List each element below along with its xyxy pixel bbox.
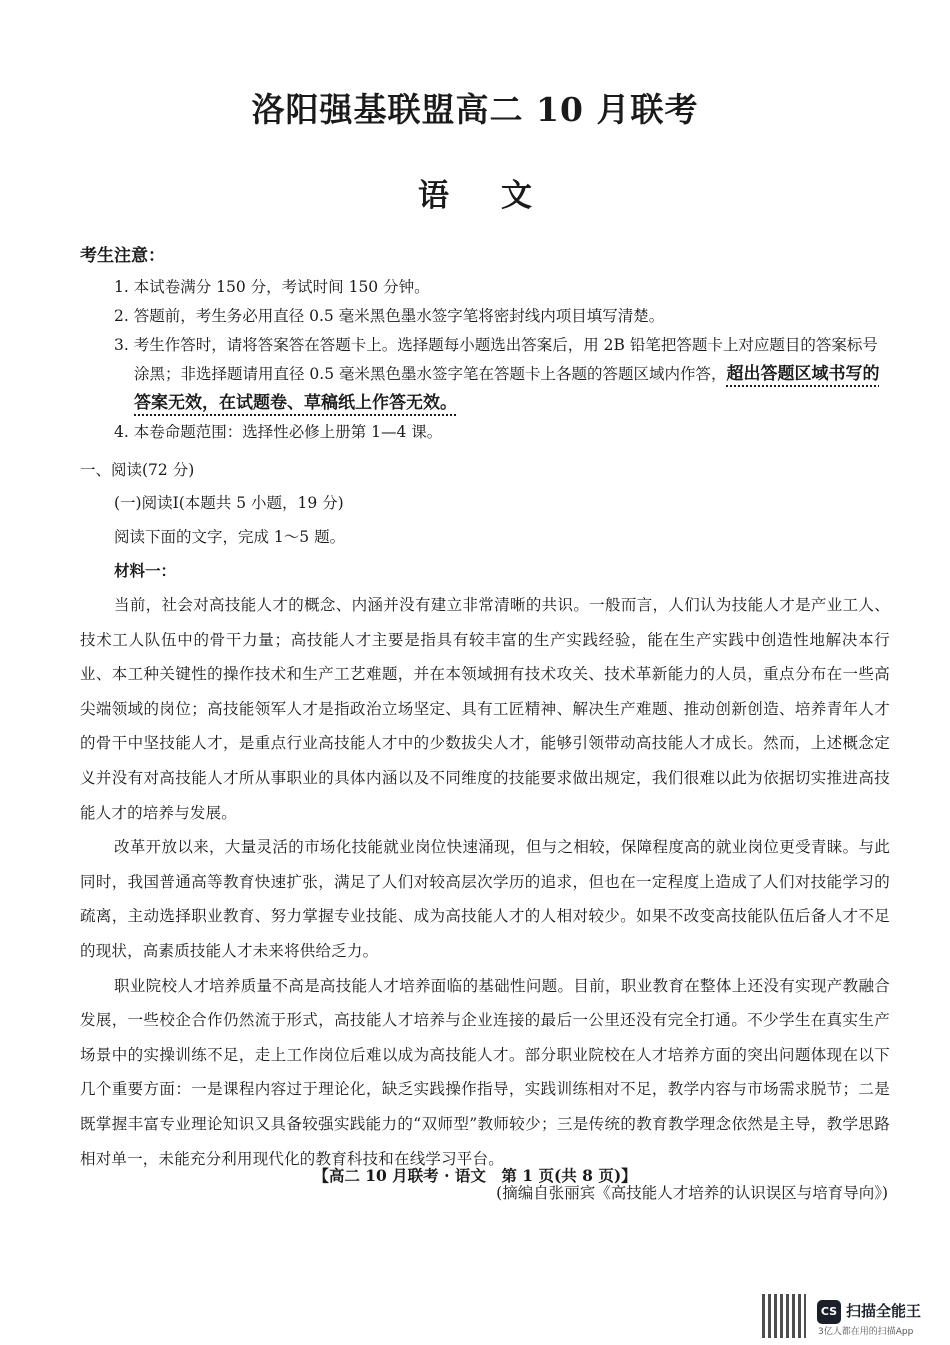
notice-item-3 bbox=[80, 331, 890, 418]
scanner-watermark bbox=[762, 1302, 932, 1338]
page-footer: 【高二 10 月联考 · 语文 第 1 页(共 8 页)】 bbox=[313, 1166, 637, 1185]
notice-item-4: 4. 本卷命题范围：选择性必修上册第 1—4 课。 bbox=[114, 423, 443, 441]
scanner-app-name: 扫描全能王 bbox=[846, 1302, 922, 1320]
notice-item-1: 1. 本试卷满分 150 分，考试时间 150 分钟。 bbox=[114, 278, 430, 296]
exam-title: 洛阳强基联盟高二 10 月联考 bbox=[251, 90, 699, 129]
subject-title: 语文 bbox=[418, 178, 584, 214]
material-paragraph-2: 改革开放以来，大量灵活的市场化技能就业岗位快速涌现，但与之相较，保障程度高的就业岗位更受青睐。与此同时，我国普通高等教育快速扩张，满足了人们对较高层次学历的追求，但也在一定程度上造成了人们对技能学习的疏离，主动选择职业教育、努力掌握专业技能、成为高技能人才的人相对较少。如果不改变高技能队伍后备人才不足的现状，高素质技能人才未来将供给乏力。 bbox=[80, 838, 890, 960]
candidate-notice bbox=[80, 242, 890, 447]
reading-section bbox=[80, 458, 890, 1210]
notice-item-3-emphasis: 超出答题区域书写的答案无效，在试题卷、草稿纸上作答无效。 bbox=[134, 364, 880, 413]
material-paragraph-3: 职业院校人才培养质量不高是高技能人才培养面临的基础性问题。目前，职业教育在整体上还没有实现产教融合发展，一些校企合作仍然流于形式，高技能人才培养与企业连接的最后一公里还没有完全打通。不少学生在真实生产场景中的实操训练不足，走上工作岗位后难以成为高技能人才。部分职业院校在人才培养方面的突出问题体现在以下几个重要方面：一是课程内容过于理论化，缺乏实践操作指导，实践训练相对不足，教学内容与市场需求脱节；二是既掌握丰富专业理论知识又具备较强实践能力的“双师型”教师较少；三是传统的教育教学理念依然是主导，教学思路相对单一，未能充分利用现代化的教育科技和在线学习平台。 bbox=[80, 976, 890, 1168]
notice-item-2: 2. 答题前，考生务必用直径 0.5 毫米黑色墨水签字笔将密封线内项目填写清楚。 bbox=[114, 307, 665, 325]
material-paragraph-1: 当前，社会对高技能人才的概念、内涵并没有建立非常清晰的共识。一般而言，人们认为技能人才是产业工人、技术工人队伍中的骨干力量；高技能人才主要是指具有较丰富的生产实践经验，能在生产实践中创造性地解决本行业、本工种关键性的操作技术和生产工艺难题，并在本领域拥有技术攻关、技术革新能力的人员，重点分布在一些高尖端领域的岗位；高技能领军人才是指政治立场坚定、具有工匠精神、解决生产难题、推动创新创造、培养青年人才的骨干中坚技能人才，是重点行业高技能人才中的少数拔尖人才，能够引领带动高技能人才成长。然而，上述概念定义并没有对高技能人才所从事职业的具体内涵以及不同维度的技能要求做出规定，我们很难以此为依据切实推进高技能人才的培养与发展。 bbox=[80, 596, 890, 822]
notice-item-3-text: 3. 考生作答时，请将答案答在答题卡上。选择题每小题选出答案后，用 2B 铅笔把答题卡上对应题目的答案标号涂黑；非选择题请用直径 0.5 毫米黑色墨水签字笔在答题卡上各题的答题区域内作答， bbox=[114, 336, 878, 383]
section-heading: 一、阅读(72 分) bbox=[80, 461, 195, 479]
qr-code-icon bbox=[762, 1294, 806, 1338]
section-instruction: 阅读下面的文字，完成 1～5 题。 bbox=[114, 528, 346, 546]
material-label: 材料一： bbox=[114, 561, 177, 580]
notice-heading: 考生注意： bbox=[80, 246, 165, 266]
material-citation: (摘编自张丽宾《高技能人才培养的认识误区与培育导向》) bbox=[496, 1184, 888, 1203]
camscanner-logo-icon: CS bbox=[817, 1300, 841, 1324]
scanner-tagline: 3亿人都在用的扫描App bbox=[818, 1327, 914, 1337]
section-subheading: (一)阅读Ⅰ(本题共 5 小题，19 分) bbox=[114, 494, 344, 512]
